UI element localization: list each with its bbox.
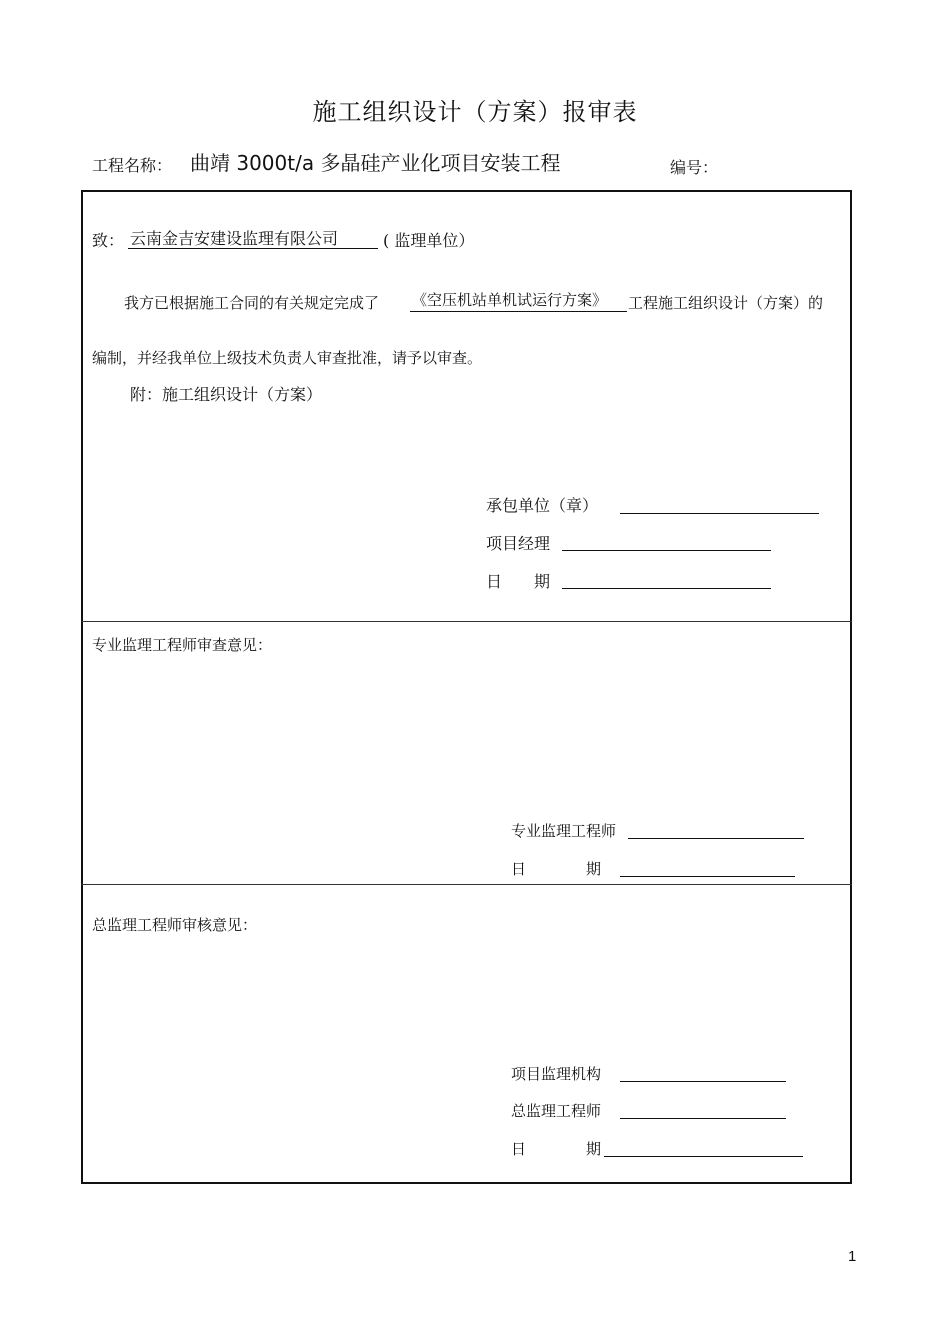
- plan-name: 《空压机站单机试运行方案》: [412, 291, 608, 309]
- chief-review-heading: 总监理工程师审核意见：: [92, 916, 258, 934]
- engineer-label: 专业监理工程师: [511, 822, 617, 840]
- date-label: 日 期: [511, 1140, 602, 1158]
- project-manager-label: 项目经理: [486, 534, 551, 553]
- contractor-seal-label: 承包单位（章）: [486, 496, 599, 515]
- project-name-value: 曲靖 3000t/a 多晶硅产业化项目安装工程: [190, 151, 561, 175]
- statement-text: 我方已根据施工合同的有关规定完成了: [124, 294, 380, 312]
- addressee-prefix: 致：: [92, 231, 125, 250]
- date-line[interactable]: [562, 588, 771, 589]
- chief-engineer-label: 总监理工程师: [511, 1102, 602, 1120]
- page-title: 施工组织设计（方案）报审表: [312, 98, 638, 126]
- date-label: 日 期: [511, 860, 602, 878]
- signature-line[interactable]: [620, 513, 819, 514]
- signature-line[interactable]: [562, 550, 771, 551]
- signature-line[interactable]: [628, 838, 804, 839]
- date-line[interactable]: [604, 1156, 803, 1157]
- statement-text: 工程施工组织设计（方案）的: [628, 294, 824, 312]
- date-line[interactable]: [620, 876, 795, 877]
- section-divider: [81, 621, 852, 622]
- supervision-unit-label: ( 监理单位）: [383, 231, 475, 250]
- statement-text: 编制，并经我单位上级技术负责人审查批准，请予以审查。: [92, 349, 483, 367]
- engineer-review-heading: 专业监理工程师审查意见：: [92, 636, 273, 654]
- underline: [128, 248, 378, 249]
- date-label: 日 期: [486, 572, 551, 591]
- supervision-company: 云南金吉安建设监理有限公司: [130, 229, 339, 248]
- form-table: [81, 190, 852, 1184]
- project-name-label: 工程名称：: [92, 156, 173, 175]
- signature-line[interactable]: [620, 1118, 786, 1119]
- supervision-org-label: 项目监理机构: [511, 1065, 602, 1083]
- signature-line[interactable]: [620, 1081, 786, 1082]
- section-divider: [81, 884, 852, 885]
- underline: [410, 311, 627, 312]
- document-number-label: 编号：: [670, 158, 719, 177]
- page-number: 1: [848, 1248, 857, 1265]
- attachment-label: 附：施工组织设计（方案）: [130, 385, 323, 404]
